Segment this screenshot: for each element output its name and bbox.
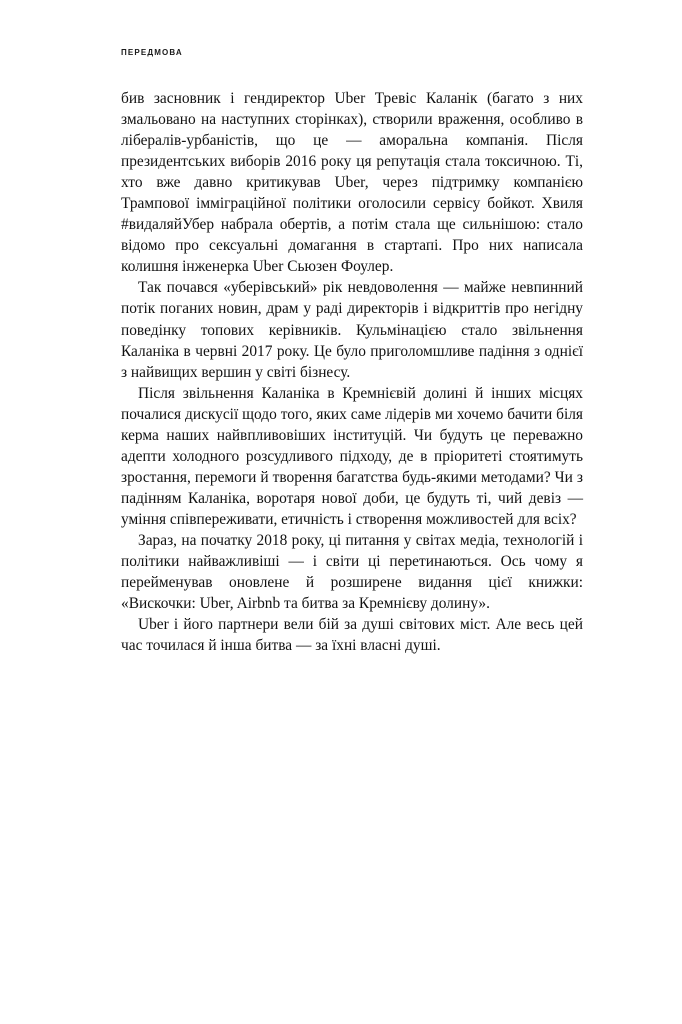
paragraph: бив засновник і гендиректор Uber Тревіс Каланік (багато з них змальовано на наступних сторінках), створили враження, особливо в лібералів-урбаністів, що це — аморальна компанія. Після президентських виборів 2016 року ця репутація стала токсичною. Ті, хто вже давно критикував Uber, через підтримку компанією Трампової імміграційної політики оголосили сервісу бойкот. Хвиля #видаляйУбер набрала обертів, а потім стала ще сильнішою: стало відомо про сексуальні домагання в стартапі. Про них написала колишня інженерка Uber Сьюзен Фоулер. [121, 90, 583, 276]
paragraph: Так почався «уберівський» рік невдоволення — майже невпинний потік поганих новин, драм у раді директорів і відкриттів про негідну поведінку топових керівників. Кульмінацією стало звільнення Каланіка в червні 2017 року. Це було приголомшливе падіння з однієї з найвищих вершин у світі бізнесу. [121, 279, 583, 381]
paragraph: Uber і його партнери вели бій за душі світових міст. Але весь цей час точилася й інша битва — за їхні власні душі. [121, 616, 583, 655]
body-text-block [121, 88, 583, 656]
paragraph: Після звільнення Каланіка в Кремнієвій долині й інших місцях почалися дискусії щодо того, яких саме лідерів ми хочемо бачити біля керма наших найвпливовіших інституцій. Чи будуть це переважно адепти холодного розсудливого підходу, де в пріоритеті стоятимуть зростання, перемоги й творення багатства будь-якими методами? Чи з падінням Каланіка, воротаря нової доби, це будуть ті, чий девіз — уміння співпереживати, етичність і створення можливостей для всіх? [121, 384, 583, 528]
paragraph: Зараз, на початку 2018 року, ці питання у світах медіа, технологій і політики найважливіші — і світи ці перетинаються. Ось чому я перейменував оновлене й розширене видання цієї книжки: «Вискочки: Uber, Airbnb та битва за Кремнієву долину». [121, 531, 583, 613]
running-head: передмова [121, 46, 183, 58]
